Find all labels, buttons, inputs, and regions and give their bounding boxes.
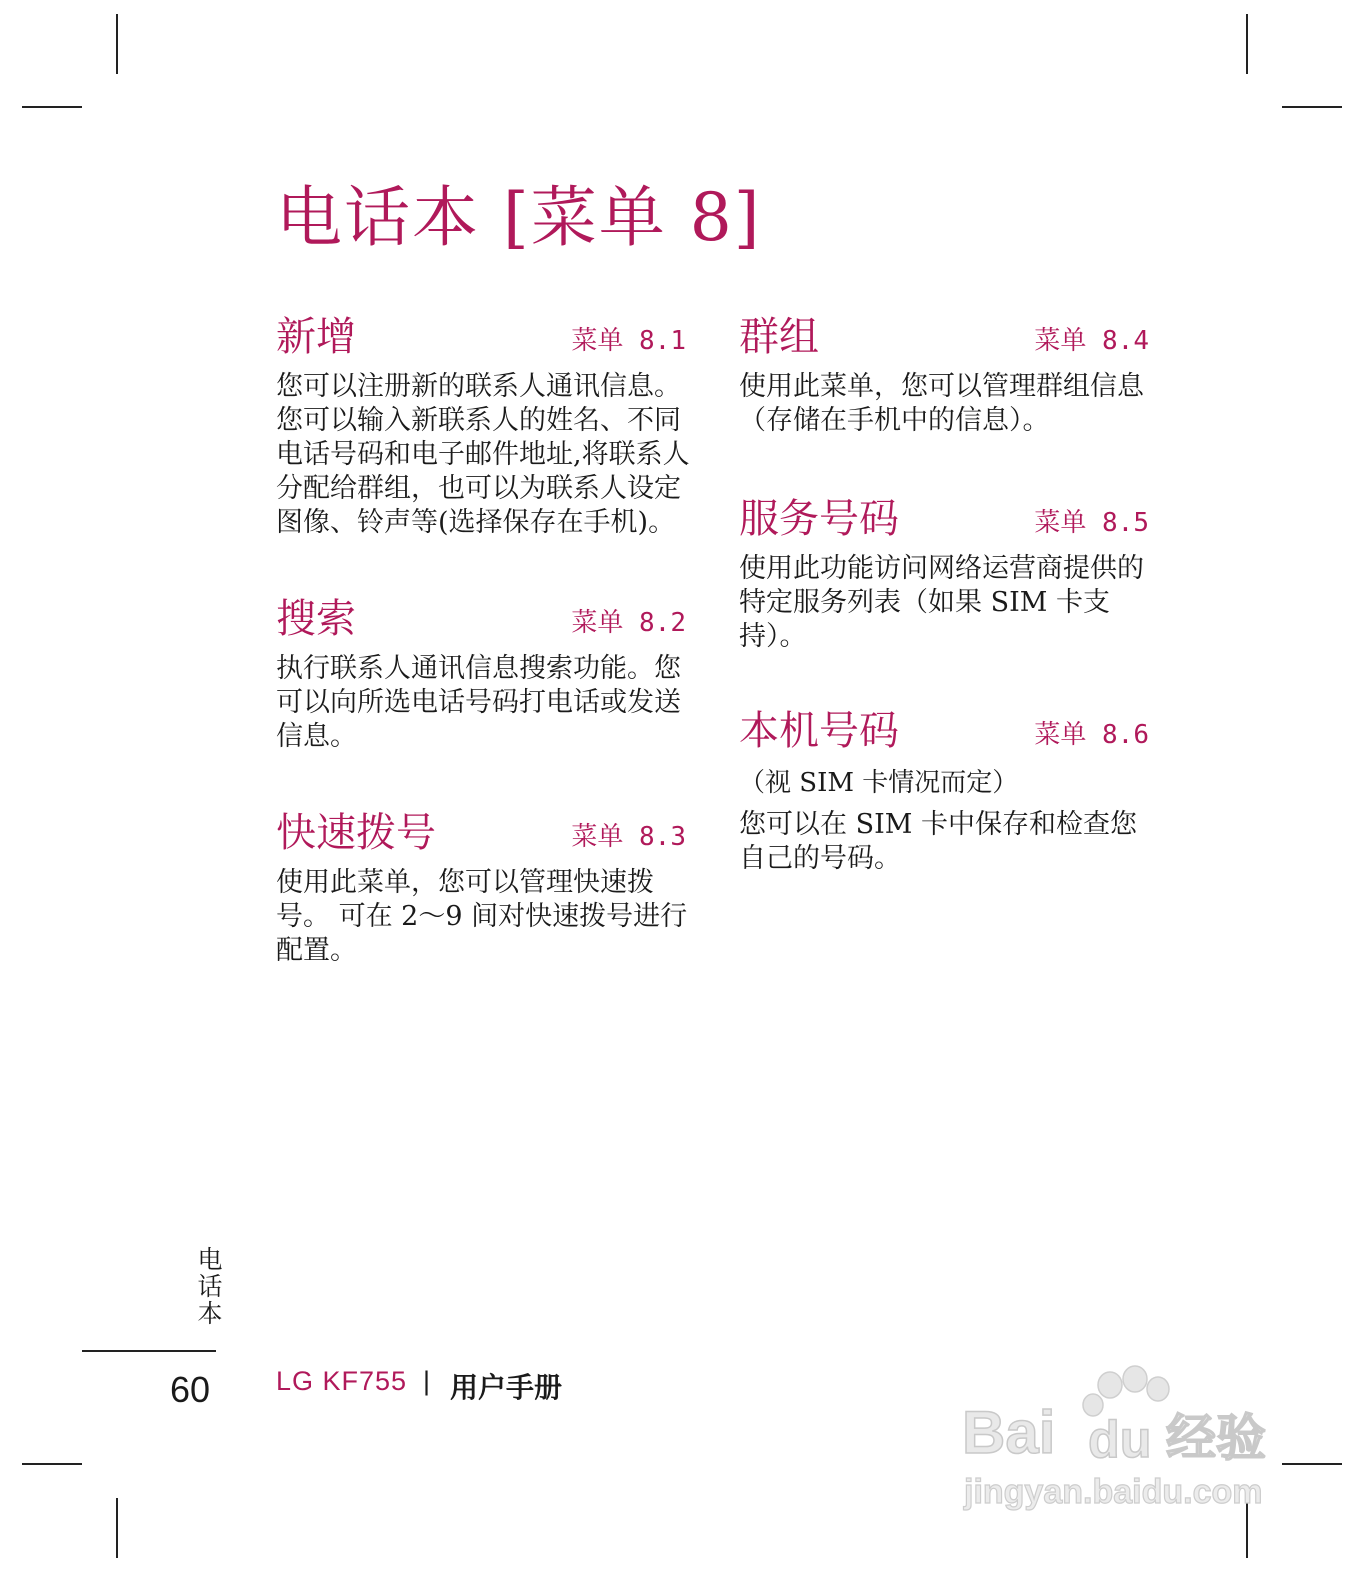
section-groups	[739, 312, 1159, 494]
section-body: 使用此菜单，您可以管理群组信息（存储在手机中的信息）。	[739, 371, 1144, 436]
section-body: 执行联系人通讯信息搜索功能。您可以向所选电话号码打电话或发送信息。	[276, 653, 681, 752]
page-number: 60	[170, 1369, 211, 1410]
crop-mark	[1246, 14, 1248, 74]
watermark-logo-text: Bai	[962, 1399, 1056, 1466]
section-header	[276, 312, 696, 368]
footer-separator: |	[423, 1366, 431, 1396]
section-title: 快速拨号	[276, 810, 436, 856]
section-body: 使用此菜单，您可以管理快速拨号。 可在 2～9 间对快速拨号进行配置。	[276, 867, 688, 966]
section-header	[739, 494, 1159, 550]
section-title: 搜索	[276, 596, 356, 642]
section-title: 新增	[276, 314, 356, 360]
crop-mark	[116, 14, 118, 74]
section-search	[276, 594, 696, 808]
menu-number: 菜单 8.2	[571, 608, 686, 638]
paw-pad	[1123, 1366, 1147, 1392]
section-add	[276, 312, 696, 594]
crop-mark	[22, 1463, 82, 1465]
crop-mark	[1282, 1463, 1342, 1465]
section-note: （视 SIM 卡情况而定）	[739, 768, 1019, 798]
footer-brand: LG KF755	[276, 1366, 408, 1396]
section-title: 群组	[739, 314, 819, 360]
footer-rule	[82, 1350, 216, 1352]
side-chapter-label: 电话本	[194, 1246, 223, 1327]
section-service-numbers	[739, 494, 1159, 706]
menu-number: 菜单 8.6	[1034, 720, 1149, 750]
menu-number: 菜单 8.5	[1034, 508, 1149, 538]
section-header	[276, 594, 696, 650]
section-title: 服务号码	[739, 496, 899, 542]
menu-number: 菜单 8.1	[571, 326, 686, 356]
page-title: 电话本 [菜单 8]	[276, 179, 762, 256]
section-speed-dial	[276, 808, 696, 968]
menu-number: 菜单 8.4	[1034, 326, 1149, 356]
menu-number: 菜单 8.3	[571, 822, 686, 852]
crop-mark	[116, 1498, 118, 1558]
section-header	[739, 706, 1159, 762]
baidu-jingyan-watermark	[960, 1365, 1280, 1515]
section-body: 您可以注册新的联系人通讯信息。您可以输入新联系人的姓名、不同电话号码和电子邮件地址,将联系人分配给群组，也可以为联系人设定图像、铃声等(选择保存在手机)。	[276, 371, 690, 538]
crop-mark	[1282, 106, 1342, 108]
section-header	[276, 808, 696, 864]
watermark-url: jingyan.baidu.com	[964, 1473, 1263, 1511]
footer-manual-title: 用户手册	[450, 1371, 563, 1404]
crop-mark	[22, 106, 82, 108]
section-body: 使用此功能访问网络运营商提供的特定服务列表（如果 SIM 卡支持）。	[739, 553, 1144, 652]
section-title: 本机号码	[739, 708, 899, 754]
section-body: 您可以在 SIM 卡中保存和检查您自己的号码。	[739, 809, 1137, 874]
paw-pad	[1147, 1377, 1169, 1401]
section-header	[739, 312, 1159, 368]
watermark-logo-text: 经验	[1166, 1409, 1266, 1467]
right-column	[739, 312, 1159, 876]
paw-pad	[1098, 1372, 1122, 1398]
section-own-number	[739, 706, 1159, 876]
left-column	[276, 312, 696, 968]
watermark-logo-text: du	[1088, 1411, 1152, 1469]
